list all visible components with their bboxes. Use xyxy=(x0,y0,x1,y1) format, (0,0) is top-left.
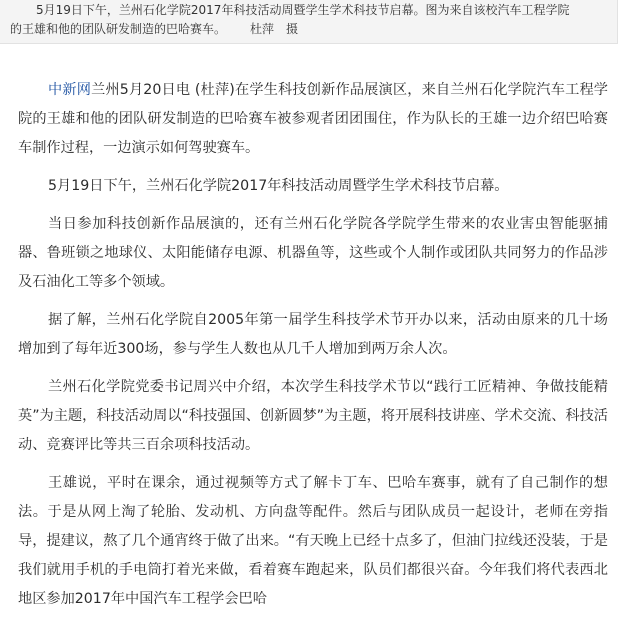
paragraph-3: 当日参加科技创新作品展演的，还有兰州石化学院各学院学生带来的农业害虫智能驱捕器、鲁班锁之地球仪、太阳能储存电源、机器鱼等，这些或个人制作或团队共同努力的作品涉及石油化工等多个领域。 xyxy=(18,216,608,290)
article-body xyxy=(18,76,608,623)
caption-line-2-text: 的王雄和他的团队研发制造的巴哈赛车。 xyxy=(10,22,227,36)
source-link[interactable]: 中新网 xyxy=(48,82,92,98)
paragraph-1 xyxy=(18,76,608,163)
caption-line-2 xyxy=(8,20,609,39)
photo-caption xyxy=(0,0,618,44)
paragraph-6: 王雄说，平时在课余，通过视频等方式了解卡丁车、巴哈车赛事，就有了自己制作的想法。于是从网上淘了轮胎、发动机、方向盘等配件。然后与团队成员一起设计，老师在旁指导，提建议，熬了几个通宵终于做了出来。“有天晚上已经十点多了，但油门拉线还没装，于是我们就用手机的手电筒打着光来做，看着赛车跑起来，队员们都很兴奋。今年我们将代表西北地区参加2017年中国汽车工程学会巴哈 xyxy=(18,475,608,607)
caption-line-1: 5月19日下午，兰州石化学院2017年科技活动周暨学生学术科技节启幕。图为来自该校汽车工程学院 xyxy=(36,3,570,17)
caption-credit: 摄 xyxy=(286,22,299,36)
caption-author: 杜萍 xyxy=(250,22,275,36)
paragraph-4: 据了解，兰州石化学院自2005年第一届学生科技学术节开办以来，活动由原来的几十场增加到了每年近300场，参与学生人数也从几千人增加到两万余人次。 xyxy=(18,312,608,357)
paragraph-5: 兰州石化学院党委书记周兴中介绍，本次学生科技学术节以“践行工匠精神、争做技能精英”为主题，科技活动周以“科技强国、创新圆梦”为主题，将开展科技讲座、学术交流、科技活动、竞赛评比等共三百余项科技活动。 xyxy=(18,379,608,453)
paragraph-1-text: 兰州5月20日电 (杜萍)在学生科技创新作品展演区，来自兰州石化学院汽车工程学院的王雄和他的团队研发制造的巴哈赛车被参观者团团围住，作为队长的王雄一边介绍巴哈赛车制作过程，一边演示如何驾驶赛车。 xyxy=(18,82,608,156)
paragraph-2: 5月19日下午，兰州石化学院2017年科技活动周暨学生学术科技节启幕。 xyxy=(48,178,509,194)
